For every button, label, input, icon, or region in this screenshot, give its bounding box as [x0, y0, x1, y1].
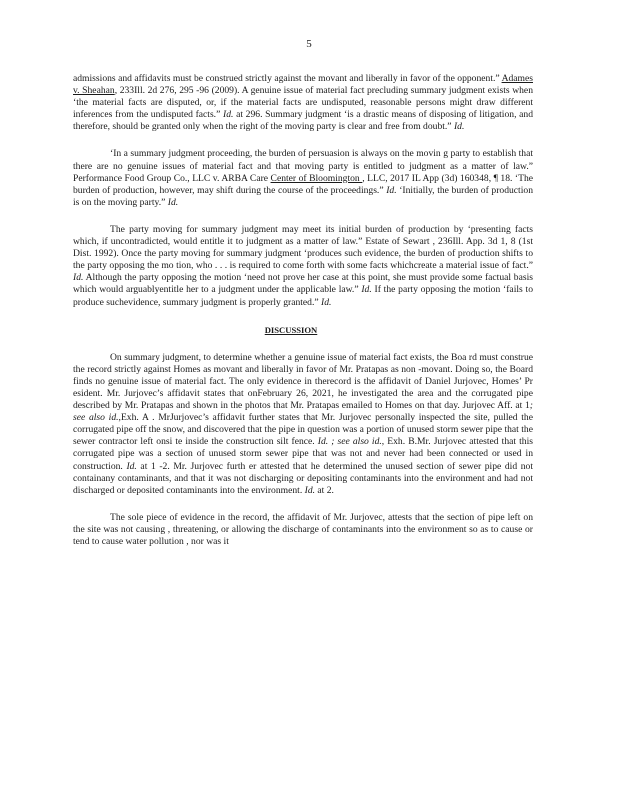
paragraph-5	[73, 512, 533, 548]
id-citation: Id.	[167, 196, 179, 208]
text-run: , Exh. B.Mr. Jurjovec attested that this corrugated pipe was a section of unused storm sewer pipe that was not and never had been connected or used in construction.	[73, 436, 533, 472]
text-run: at 2.	[315, 484, 334, 496]
text-run: Although the party opposing the motion ‘need not prove her case at this point, she must provide some factual basis which would arguablyentitle her to a judgment under the applicable law.”	[73, 272, 533, 296]
text-run: , 233Ill. 2d 276, 295 -96 (2009). A genuine issue of material fact precluding summary judgment exists when ‘the material facts are disputed, or, if the material facts are undisputed, reasonable persons might draw different inferences from the undisputed facts.”	[73, 85, 533, 121]
paragraph-2	[73, 148, 533, 208]
id-citation: Id.	[73, 272, 84, 284]
text-run: The sole piece of evidence in the record, the affidavit of Mr. Jurjovec, attests that the section of pipe left on the site was not causing , threatening, or allowing the discharge of contaminants into the environment so as to cause or tend to cause water pollution , nor was it	[73, 511, 533, 547]
page-number: 5	[306, 38, 312, 50]
text-run: The party moving for summary judgment may meet its initial burden of production by ‘presenting facts which, if uncontradicted, would entitle it to judgment as a matter of law.” Estate of Sewart , 236Ill. App. 3d 1, 8 (1st Dist. 1992). Once the party moving for summary judgment ‘produces such evidence, the burden of production shifts to the party opposing the mo tion, who . . . is required to come forth with some facts whichcreate a material issue of fact.”	[73, 223, 533, 272]
text-run: ‘In a summary judgment proceeding, the burden of persuasion is always on the movin g party to establish that there are no genuine issues of material fact and that moving party is entitled to judgment as a matter of law.” Performance Food Group Co., LLC v. ARBA Care	[73, 148, 533, 184]
paragraph-3	[73, 224, 533, 309]
text-run: at 296. Summary judgment ‘is a drastic means of disposing of litigation, and therefore, should be granted only when the right of the moving party is clear and free from doubt.”	[73, 109, 533, 133]
id-citation: Id.	[223, 109, 234, 121]
text-run: ‘Initially, the burden of production is on the moving party.”	[73, 184, 533, 208]
text-run: at 1 -2. Mr. Jurjovec furth er attested that he determined the unused section of sewer pipe did not containany contaminants, and that it was not discharging or depositing contaminants into the environment and had not discharged or deposited contaminants into the environment.	[73, 460, 533, 496]
id-citation: Id.	[304, 484, 316, 496]
text-run: On summary judgment, to determine whether a genuine issue of material fact exists, the Boa rd must construe the record strictly against Homes as movant and liberally in favor of Mr. Pratapas as non -movant. Doing so, the Board finds no genuine issue of material fact. The only evidence in therecord is the affidavit of Daniel Jurjovec, Homes’ Pr esident. Mr. Jurjovec’s affidavit states that onFebruary 26, 2021, he investigated the area and the corrugated pipe described by Mr. Pratapas and shown in the photos that Mr. Pratapas emailed to Homes on that day. Jurjovec Aff. at 1	[73, 351, 533, 412]
text-run: If the party opposing the motion ‘fails to produce suchevidence, summary judgment is properly granted.”	[73, 284, 533, 308]
paragraph-4	[73, 352, 533, 497]
case-citation: Center of Bloomington	[270, 172, 363, 184]
paragraph-1	[73, 73, 533, 133]
text-run: , LLC, 2017 IL App (3d) 160348, ¶ 18. ‘The burden of production, however, may shift during the course of the proceedings.”	[73, 172, 534, 196]
document-body	[73, 73, 533, 563]
id-citation: Id.	[321, 296, 332, 308]
see-also-citation: ; see also id.	[73, 400, 533, 424]
section-heading	[73, 324, 533, 336]
id-citation: Id.	[361, 284, 372, 296]
id-citation: Id.	[386, 184, 397, 196]
id-citation: Id.	[453, 121, 465, 133]
text-run: ,Exh. A . MrJurjovec’s affidavit further states that Mr. Jurjovec personally inspected the site, pulled the corrugated pipe off the snow, and discovered that the pipe in question was a portion of unused storm sewer pipe that the sewer contractor left onsi te inside the construction silt fence.	[73, 412, 533, 448]
case-citation: Adames v. Sheahan	[73, 73, 533, 97]
see-also-citation: Id. ; see also id.	[317, 436, 382, 448]
id-citation: Id.	[126, 460, 137, 472]
section-heading-text: DISCUSSION	[264, 324, 318, 335]
text-run: admissions and affidavits must be construed strictly against the movant and liberally in favor of the opponent.”	[73, 73, 502, 84]
